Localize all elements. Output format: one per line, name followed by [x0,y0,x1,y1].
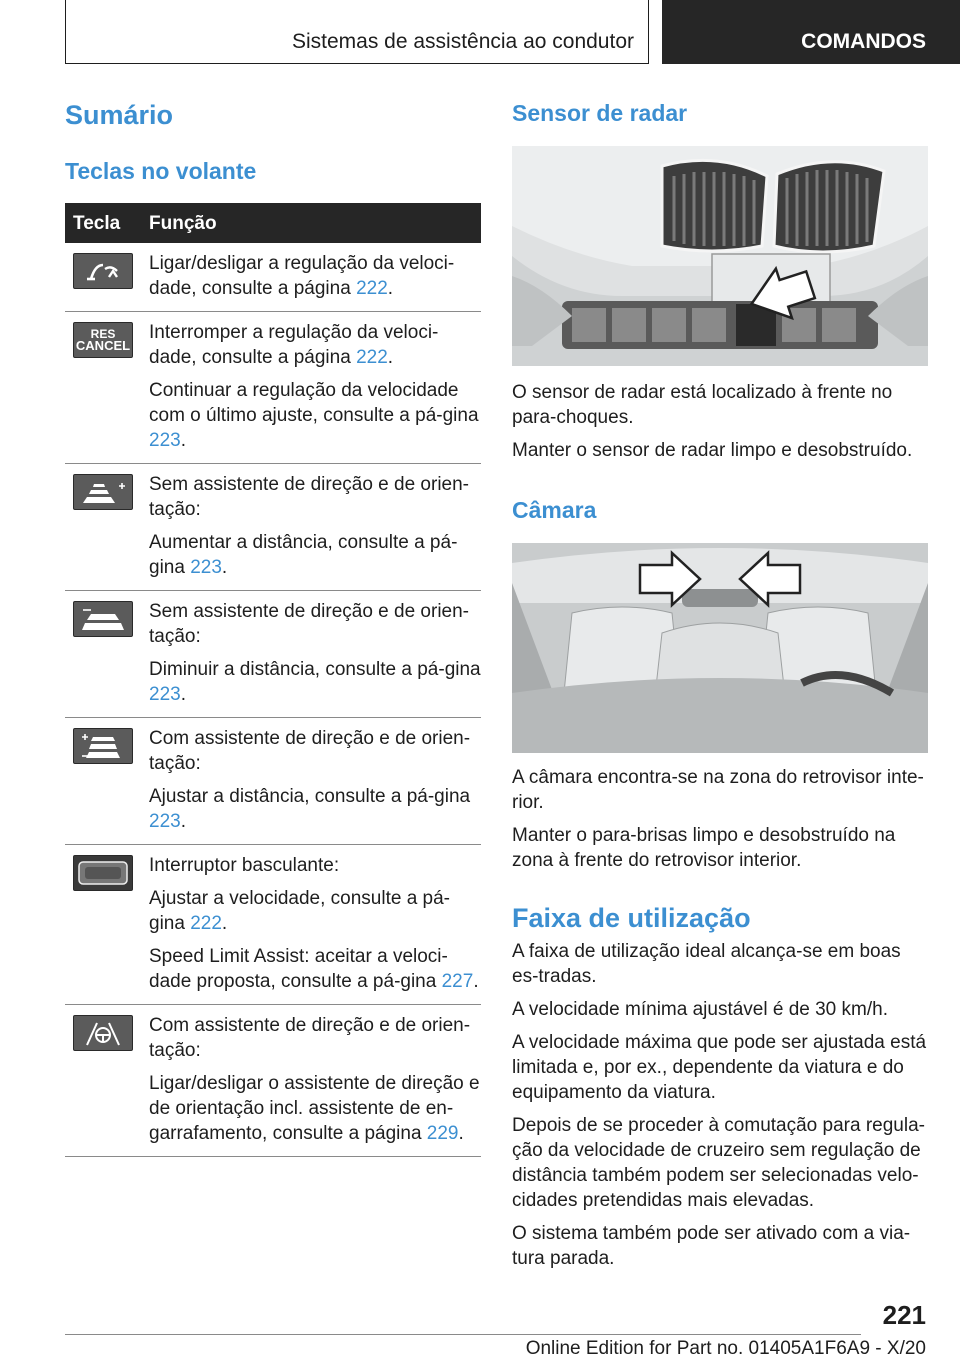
header-chapter-title: COMANDOS [801,30,926,53]
page-link[interactable]: 223 [149,430,181,451]
left-column [65,100,481,1157]
function-description: Sem assistente de direção e de orien-tação: Diminuir a distância, consulte a pá-gina 223. [149,601,481,705]
footer-edition: Online Edition for Part no. 01405A1F6A9 - X/20 [525,1338,926,1359]
page-link[interactable]: 222 [190,913,222,934]
function-description: Com assistente de direção e de orien-tação: Ligar/desligar o assistente de direção e de orientação incl. assistente de en-garrafamento, consulte a página 229. [149,1015,480,1144]
page-link[interactable]: 222 [356,278,388,299]
camera-paragraph-2: Manter o para-brisas limpo e desobstruído na zona à frente do retrovisor interior. [512,825,896,871]
table-row [65,312,481,464]
table-row [65,243,481,312]
table-row [65,845,481,1005]
function-description: Sem assistente de direção e de orien-tação: Aumentar a distância, consulte a pá-gina 223. [149,474,470,578]
table-row [65,1005,481,1157]
page-link[interactable]: 223 [149,684,181,705]
camera-paragraph-1: A câmara encontra-se na zona do retrovisor inte-rior. [512,767,924,813]
page-link[interactable]: 229 [426,1123,459,1144]
range-paragraph-5: O sistema também pode ser ativado com a via-tura parada. [512,1223,911,1269]
distance-increase-icon [73,474,133,510]
radar-paragraph-2: Manter o sensor de radar limpo e desobstruído. [512,440,913,461]
table-row [65,464,481,591]
function-description: Interromper a regulação da veloci-dade, consulte a página 222. Continuar a regulação da velocidade com o último ajuste, consulte a pá-gina 223. [149,322,479,451]
distance-adjust-icon [73,728,133,764]
rocker-switch-icon [73,855,133,891]
radar-paragraph-1: O sensor de radar está localizado à frente no para-choques. [512,382,893,428]
range-paragraph-3: A velocidade máxima que pode ser ajustada está limitada e, por ex., dependente da viatura e do equipamento da viatura. [512,1032,927,1103]
distance-decrease-icon [73,601,133,637]
column-header-key: Tecla [73,213,121,234]
range-paragraph-1: A faixa de utilização ideal alcança-se em boas es-tradas. [512,941,901,987]
page-title: Sumário [65,100,174,130]
function-description: Interruptor basculante: Ajustar a velocidade, consulte a pá-gina 222. Speed Limit Assist: aceitar a veloci-dade proposta, consulte a pá-gina 227. [149,855,479,992]
section-subtitle: Teclas no volante [65,158,257,184]
steering-assistant-icon [73,1015,133,1051]
header-section-title: Sistemas de assistência ao condutor [291,30,634,53]
header-chapter-tab [662,0,960,64]
function-description: Com assistente de direção e de orien-tação: Ajustar a distância, consulte a pá-gina 223. [149,728,471,832]
column-header-function: Função [149,213,217,234]
page-link[interactable]: 223 [190,557,222,578]
table-row [65,718,481,845]
table-row [65,591,481,718]
page-link[interactable]: 227 [441,971,474,992]
radar-heading: Sensor de radar [512,100,688,126]
camera-photo [512,543,928,753]
keys-table [65,203,481,1157]
range-heading: Faixa de utilização [512,903,751,933]
range-paragraph-4: Depois de se proceder à comutação para regula-ção da velocidade de cruzeiro sem regulação de distância também podem ser selecionadas velo-cidades pretendidas mais elevadas. [512,1115,925,1211]
table-header [65,203,481,243]
range-paragraph-2: A velocidade mínima ajustável é de 30 km/h. [512,999,888,1020]
radar-sensor-photo [512,146,928,366]
page-number: 221 [882,1300,926,1330]
header-section-tab [65,0,649,64]
page-link[interactable]: 222 [356,347,388,368]
camera-heading: Câmara [512,497,597,523]
res-cancel-icon: RES CANCEL [73,322,133,358]
page-link[interactable]: 223 [149,811,181,832]
right-column [512,100,928,1279]
footer-divider [65,1334,861,1335]
cruise-control-icon [73,253,133,289]
function-description: Ligar/desligar a regulação da veloci-dade, consulte a página 222. [149,253,455,299]
